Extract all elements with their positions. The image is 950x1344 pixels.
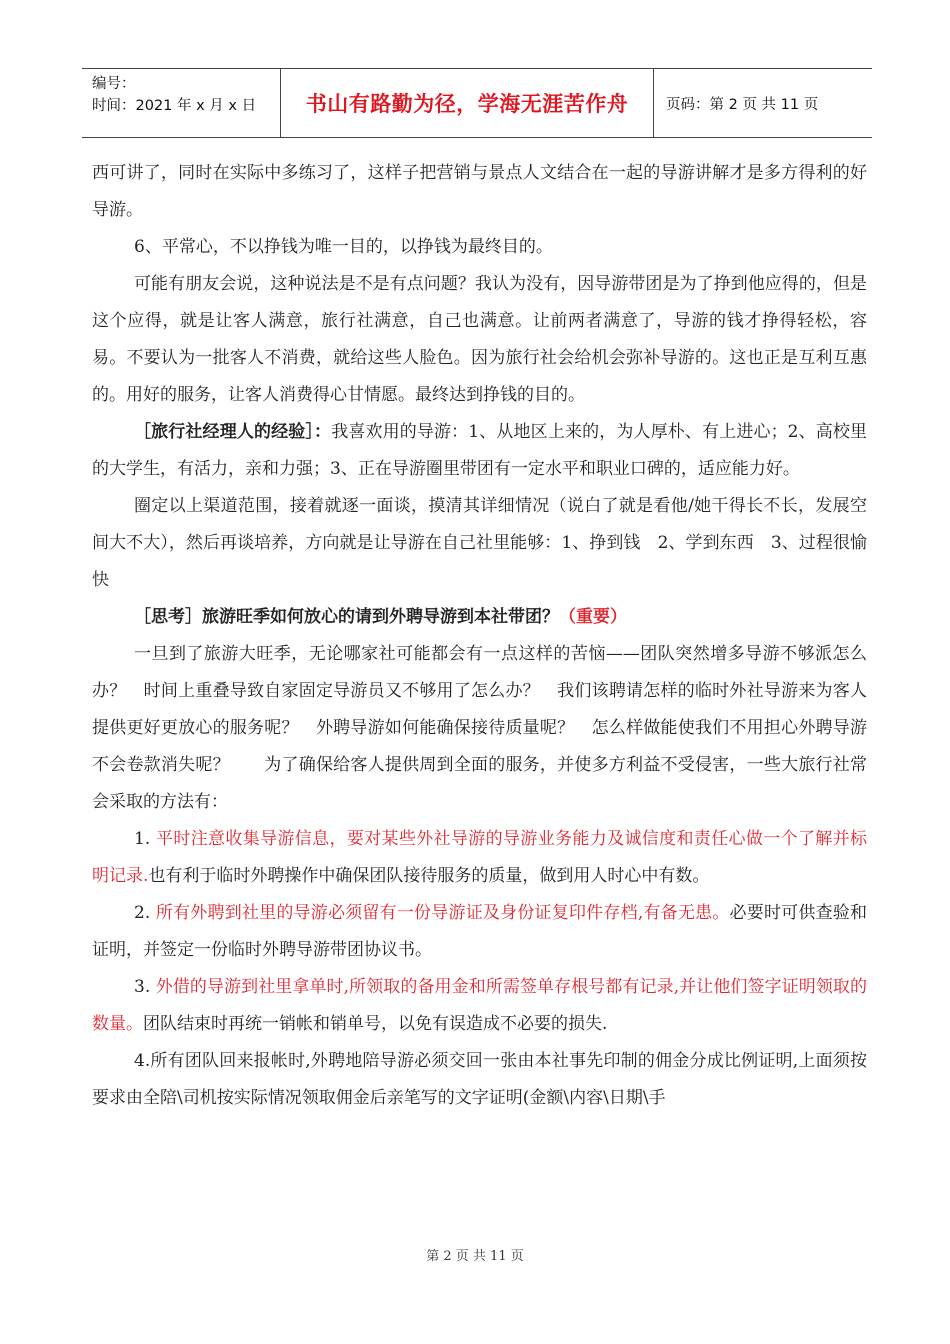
list-item-1-text: 也有利于临时外聘操作中确保团队接待服务的质量，做到用人时心中有数。: [148, 866, 710, 886]
manager-experience-heading: ［旅行社经理人的经验］：: [134, 422, 332, 442]
list-item-1: [92, 821, 867, 895]
number-label: 编号：: [92, 76, 136, 92]
page-header: [82, 68, 872, 138]
header-page-info: 页码：第 2 页 共 11 页: [666, 96, 819, 113]
paragraph-4: [92, 414, 867, 488]
list-item-3: [92, 969, 867, 1043]
list-item-2-text: 必要时可供查验和证明，并签定一份临时外聘导游带团协议书。: [92, 903, 868, 960]
list-item-3-highlight: 外借的导游到社里拿单时,所领取的备用金和所需签单存根号都有记录,并让他们签字证明领取的数量。: [92, 977, 868, 1034]
paragraph-6: [92, 599, 867, 636]
list-item-1-highlight: 平时注意收集导游信息，要对某些外社导游的导游业务能力及诚信度和责任心做一个了解并标明记录.: [92, 829, 868, 886]
list-item-3-text: 团队结束时再统一销帐和销单号，以免有误造成不必要的损失.: [143, 1014, 608, 1034]
date-label: 时间：2021 年 x 月 x 日: [92, 98, 257, 114]
paragraph-1: 西可讲了，同时在实际中多练习了，这样子把营销与景点人文结合在一起的导游讲解才是多方得利的好导游。: [92, 163, 867, 220]
list-item-4: 4.所有团队回来报帐时,外聘地陪导游必须交回一张由本社事先印制的佣金分成比例证明,上面须按要求由全陪\司机按实际情况领取佣金后亲笔写的文字证明(金额\内容\日期\手: [92, 1051, 867, 1108]
paragraph-3: 可能有朋友会说，这种说法是不是有点问题？我认为没有，因导游带团是为了挣到他应得的，但是这个应得，就是让客人满意，旅行社满意，自己也满意。让前两者满意了，导游的钱才挣得轻松，容易。不要认为一批客人不消费，就给这些人脸色。因为旅行社会给机会弥补导游的。这也正是互利互惠的。用好的服务，让客人消费得心甘情愿。最终达到挣钱的目的。: [92, 274, 867, 405]
list-number-3: 3.: [134, 977, 151, 997]
paragraph-7: 一旦到了旅游大旺季，无论哪家社可能都会有一点这样的苦恼——团队突然增多导游不够派怎么办？ 时间上重叠导致自家固定导游员又不够用了怎么办？ 我们该聘请怎样的临时外社导游来为客人提供更好更放心的服务呢？ 外聘导游如何能确保接待质量呢？ 怎么样做能使我们不用担心外聘导游不会卷款消失呢？ 为了确保给客人提供周到全面的服务，并使多方利益不受侵害，一些大旅行社常会采取的方法有：: [92, 644, 867, 812]
thinking-heading: ［思考］旅游旺季如何放心的请到外聘导游到本社带团？: [134, 607, 559, 627]
list-number-2: 2.: [134, 903, 151, 923]
header-motto: 书山有路勤为径，学海无涯苦作舟: [281, 69, 654, 137]
important-tag: （重要）: [559, 607, 627, 627]
page-footer: 第 2 页 共 11 页: [426, 1249, 524, 1264]
paragraph-2: 6、平常心，不以挣钱为唯一目的，以挣钱为最终目的。: [134, 237, 553, 257]
header-meta: [82, 69, 281, 137]
list-item-2-highlight: 所有外聘到社里的导游必须留有一份导游证及身份证复印件存档,有备无患。: [155, 903, 730, 923]
list-item-2: [92, 895, 867, 969]
document-body: [92, 155, 867, 1117]
paragraph-5: 圈定以上渠道范围，接着就逐一面谈，摸清其详细情况（说白了就是看他/她干得长不长，发展空间大不大），然后再谈培养，方向就是让导游在自己社里能够：1、挣到钱 2、学到东西 3、过程很愉快: [92, 496, 867, 590]
manager-experience-text: 我喜欢用的导游：1、从地区上来的，为人厚朴、有上进心；2、高校里的大学生，有活力，亲和力强；3、正在导游圈里带团有一定水平和职业口碑的，适应能力好。: [92, 422, 868, 479]
list-number-1: 1.: [134, 829, 151, 849]
